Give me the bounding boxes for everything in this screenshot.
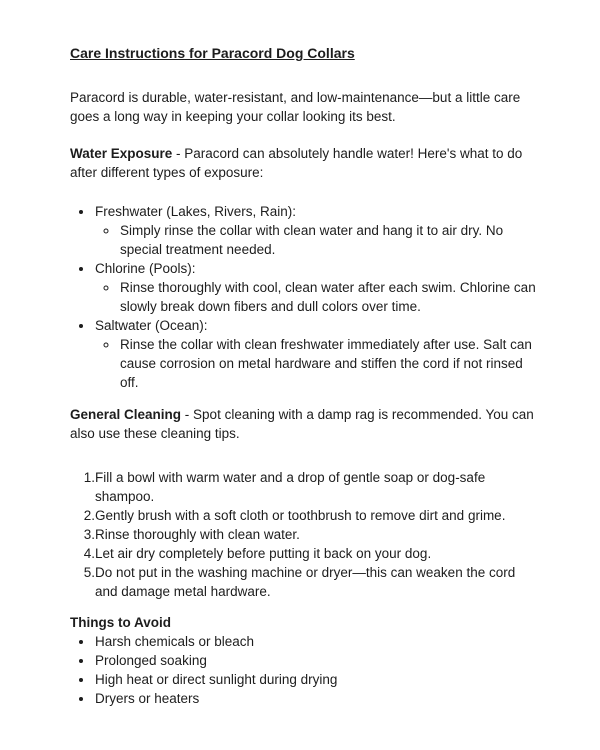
step-item: Let air dry completely before putting it back on your dog. bbox=[95, 546, 432, 561]
page-title: Care Instructions for Paracord Dog Collars bbox=[70, 45, 355, 61]
general-cleaning-paragraph bbox=[70, 405, 536, 443]
sub-list bbox=[95, 278, 536, 316]
avoid-item: • Prolonged soaking bbox=[94, 651, 536, 670]
list-item-label: Freshwater (Lakes, Rivers, Rain): bbox=[95, 204, 297, 219]
step-item: Gently brush with a soft cloth or toothbrush to remove dirt and grime. bbox=[95, 508, 506, 523]
list-item bbox=[94, 202, 536, 259]
list-item-label: Chlorine (Pools): bbox=[95, 261, 196, 276]
general-cleaning-text: - Spot cleaning with a damp rag is recommended. You can also use these cleaning tips. bbox=[70, 407, 534, 441]
step-item: Fill a bowl with warm water and a drop of gentle soap or dog-safe shampoo. bbox=[95, 470, 486, 504]
water-exposure-paragraph bbox=[70, 144, 536, 182]
avoid-item: • Harsh chemicals or bleach bbox=[94, 632, 536, 651]
list-item-detail: ◦ Rinse the collar with clean freshwater immediately after use. Salt can cause corrosion on metal hardware and stiffen the cord if not rinsed off. bbox=[119, 335, 536, 392]
water-exposure-list bbox=[70, 202, 536, 392]
water-exposure-text: - Paracord can absolutely handle water! Here's what to do after different types of exposure: bbox=[70, 146, 523, 180]
sub-list bbox=[95, 221, 536, 259]
list-item bbox=[94, 259, 536, 316]
list-item bbox=[94, 316, 536, 392]
things-to-avoid-list bbox=[70, 632, 536, 708]
intro-paragraph: Paracord is durable, water-resistant, and low-maintenance—but a little care goes a long way in keeping your collar looking its best. bbox=[70, 90, 521, 124]
list-item-label: Saltwater (Ocean): bbox=[95, 318, 208, 333]
list-item-detail: ◦ Simply rinse the collar with clean water and hang it to air dry. No special treatment needed. bbox=[119, 221, 536, 259]
cleaning-steps-list bbox=[70, 468, 536, 601]
avoid-item: • Dryers or heaters bbox=[94, 689, 536, 708]
step-item: Do not put in the washing machine or dryer—this can weaken the cord and damage metal hardware. bbox=[95, 565, 516, 599]
avoid-item: • High heat or direct sunlight during drying bbox=[94, 670, 536, 689]
list-item-detail: ◦ Rinse thoroughly with cool, clean water after each swim. Chlorine can slowly break down fibers and dull colors over time. bbox=[119, 278, 536, 316]
things-to-avoid-heading: Things to Avoid bbox=[70, 615, 171, 630]
water-exposure-heading: Water Exposure bbox=[70, 146, 173, 161]
step-item: Rinse thoroughly with clean water. bbox=[95, 527, 300, 542]
general-cleaning-heading: General Cleaning bbox=[70, 407, 182, 422]
sub-list bbox=[95, 335, 536, 392]
